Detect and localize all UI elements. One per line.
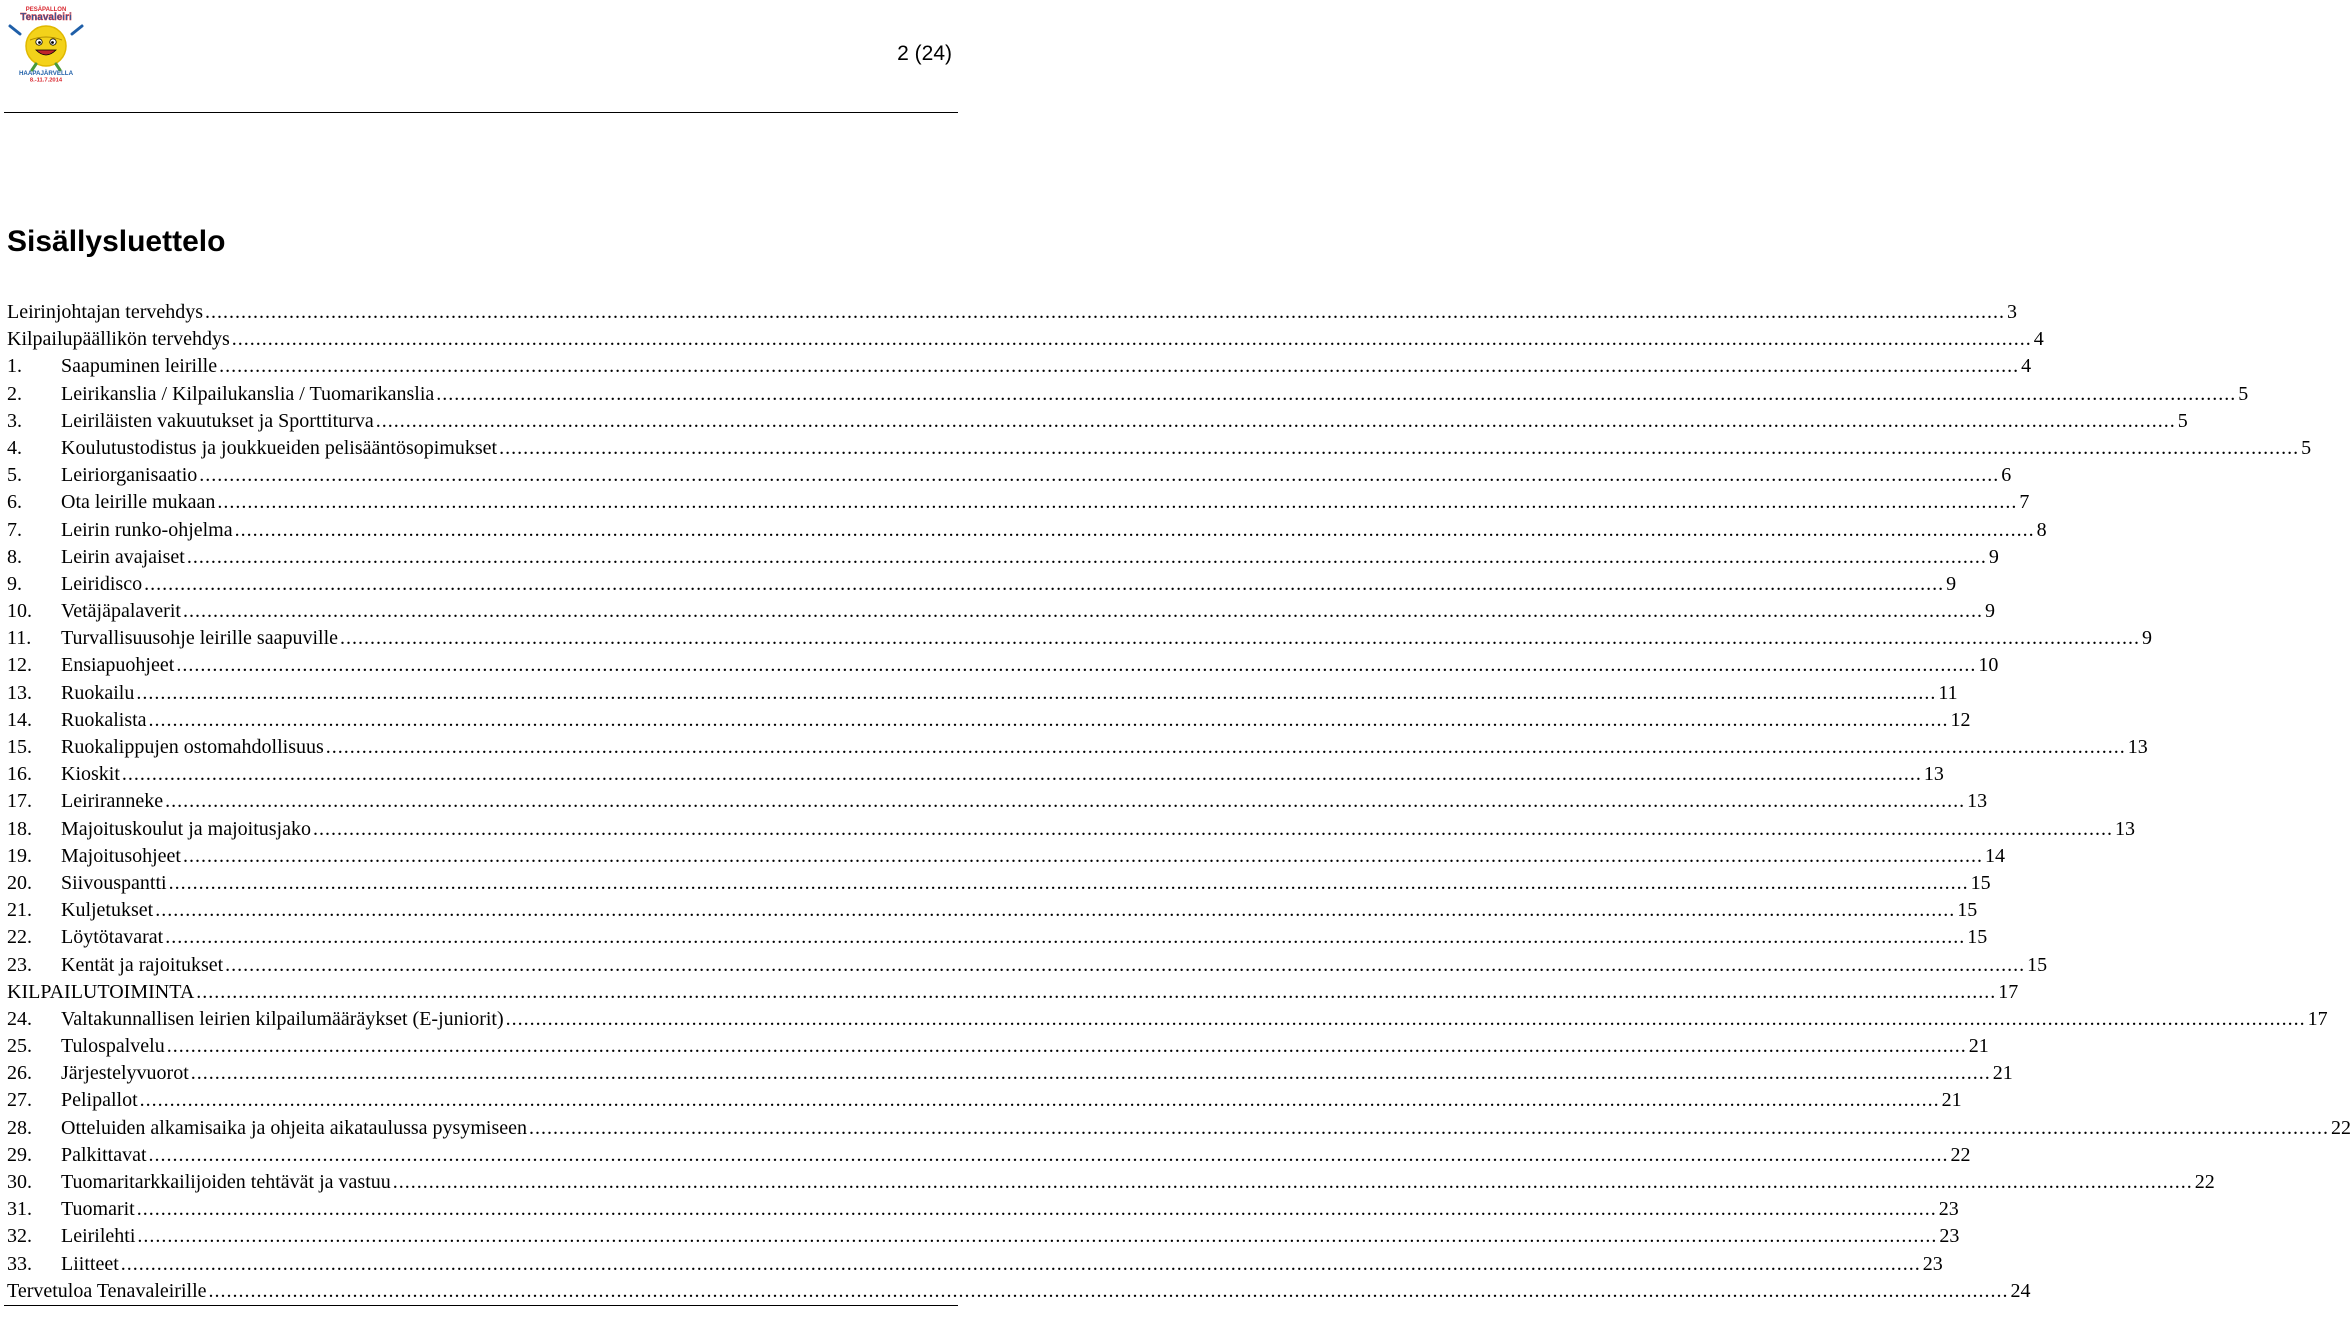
- toc-entry-number: 1.: [7, 355, 22, 378]
- toc-entry-number: 7.: [7, 518, 22, 541]
- toc-entry[interactable]: [7, 1115, 2351, 1142]
- toc-entry-page: 15: [1970, 871, 1991, 894]
- toc-entry[interactable]: [7, 1223, 1960, 1250]
- toc-entry-label: Järjestelyvuorot: [61, 1062, 189, 1085]
- toc-entry-label: Ota leirille mukaan: [61, 491, 216, 514]
- toc-entry-page: 15: [2027, 953, 2048, 976]
- toc-entry-page: 6: [2001, 464, 2012, 487]
- header-divider: [4, 112, 958, 113]
- toc-dot-leader: ............................................................................................................................................................................................................................................................................................................: [234, 518, 2035, 541]
- toc-entry-page: 13: [1923, 763, 1944, 786]
- logo-brand-text: Tenavaleiri: [20, 12, 72, 23]
- toc-dot-leader: ............................................................................................................................................................................................................................................................................................................: [199, 464, 2000, 487]
- toc-dot-leader: ............................................................................................................................................................................................................................................................................................................: [120, 1252, 1921, 1275]
- toc-dot-leader: ............................................................................................................................................................................................................................................................................................................: [155, 899, 1956, 922]
- toc-entry[interactable]: [7, 843, 2005, 870]
- toc-entry-page: 23: [1922, 1252, 1943, 1275]
- toc-entry-number: 14.: [7, 708, 32, 731]
- toc-entry-label: KILPAILUTOIMINTA: [7, 980, 195, 1003]
- toc-dot-leader: ............................................................................................................................................................................................................................................................................................................: [190, 1062, 1991, 1085]
- toc-entry-number: 33.: [7, 1252, 32, 1275]
- toc-entry[interactable]: [7, 1006, 2328, 1033]
- toc-entry-page: 22: [2330, 1116, 2351, 1139]
- toc-entry-number: 31.: [7, 1198, 32, 1221]
- toc-entry-label: Leiridisco: [61, 572, 143, 595]
- toc-entry-label: Koulutustodistus ja joukkueiden pelisääntösopimukset: [61, 436, 498, 459]
- toc-entry[interactable]: [7, 1033, 1989, 1060]
- toc-entry-page: 9: [1946, 572, 1957, 595]
- toc-entry[interactable]: [7, 870, 1991, 897]
- toc-entry-page: 9: [1988, 545, 1999, 568]
- logo-top-text: PESÄPALLON: [25, 7, 67, 13]
- toc-dot-leader: ............................................................................................................................................................................................................................................................................................................: [325, 736, 2126, 758]
- toc-dot-leader: ............................................................................................................................................................................................................................................................................................................: [182, 844, 1983, 867]
- toc-entry-number: 12.: [7, 654, 32, 677]
- toc-entry-number: 25.: [7, 1035, 32, 1058]
- toc-entry-page: 22: [2194, 1171, 2215, 1193]
- toc-entry-number: 8.: [7, 545, 22, 568]
- toc-dot-leader: ............................................................................................................................................................................................................................................................................................................: [528, 1116, 2329, 1139]
- toc-entry-page: 4: [2033, 328, 2044, 351]
- toc-entry-page: 23: [1939, 1225, 1960, 1248]
- toc-dot-leader: ............................................................................................................................................................................................................................................................................................................: [176, 654, 1977, 677]
- toc-entry-label: Ruokalippujen ostomahdollisuus: [61, 736, 324, 758]
- toc-entry-number: 22.: [7, 926, 32, 949]
- toc-dot-leader: ............................................................................................................................................................................................................................................................................................................: [182, 600, 1983, 623]
- toc-entry-label: Majoitusohjeet: [61, 844, 181, 867]
- toc-entry-number: 3.: [7, 409, 22, 432]
- toc-title: Sisällysluettelo: [7, 225, 226, 258]
- toc-dot-leader: ............................................................................................................................................................................................................................................................................................................: [231, 328, 2032, 351]
- toc-entry-number: 9.: [7, 572, 22, 595]
- toc-entry-label: Tervetuloa Tenavaleirille: [7, 1279, 207, 1302]
- smiley-ball-icon: [26, 26, 66, 66]
- toc-dot-leader: ............................................................................................................................................................................................................................................................................................................: [312, 817, 2113, 840]
- toc-entry-number: 28.: [7, 1116, 32, 1139]
- toc-entry-number: 21.: [7, 899, 32, 922]
- toc-entry-label: Saapuminen leirille: [61, 355, 218, 378]
- toc-entry-label: Ensiapuohjeet: [61, 654, 175, 677]
- toc-dot-leader: ............................................................................................................................................................................................................................................................................................................: [121, 763, 1922, 786]
- toc-entry-label: Otteluiden alkamisaika ja ohjeita aikataulussa pysymiseen: [61, 1116, 527, 1139]
- toc-entry[interactable]: [7, 408, 2188, 435]
- toc-entry-number: 24.: [7, 1007, 32, 1030]
- toc-dot-leader: ............................................................................................................................................................................................................................................................................................................: [499, 436, 2300, 459]
- toc-entry-label: Pelipallot: [61, 1089, 138, 1112]
- toc-entry-label: Leirin runko-ohjelma: [61, 518, 233, 541]
- toc-entry-page: 3: [2007, 301, 2018, 323]
- toc-entry-number: 5.: [7, 464, 22, 487]
- toc-entry-label: Tuomaritarkkailijoiden tehtävät ja vastuu: [61, 1171, 391, 1193]
- toc-dot-leader: ............................................................................................................................................................................................................................................................................................................: [166, 1035, 1967, 1058]
- toc-entry-page: 21: [1968, 1035, 1989, 1058]
- toc-dot-leader: ............................................................................................................................................................................................................................................................................................................: [136, 681, 1937, 704]
- logo-date-text: 8.-11.7.2014: [29, 77, 63, 84]
- toc-entry-page: 21: [1941, 1089, 1962, 1112]
- toc-entry[interactable]: [7, 1087, 1962, 1114]
- toc-entry-number: 17.: [7, 790, 32, 813]
- toc-entry[interactable]: [7, 571, 1957, 598]
- toc-entry-label: Leirinjohtajan tervehdys: [7, 301, 204, 323]
- table-of-contents: [7, 299, 2351, 1305]
- toc-dot-leader: ............................................................................................................................................................................................................................................................................................................: [205, 301, 2006, 323]
- toc-dot-leader: ............................................................................................................................................................................................................................................................................................................: [208, 1279, 2009, 1302]
- toc-entry-page: 22: [1950, 1143, 1971, 1166]
- toc-entry-label: Liitteet: [61, 1252, 119, 1275]
- toc-entry-page: 10: [1978, 654, 1999, 677]
- toc-entry-label: Siivouspantti: [61, 871, 167, 894]
- toc-entry-label: Kuljetukset: [61, 899, 154, 922]
- toc-entry-page: 15: [1967, 926, 1988, 949]
- toc-entry-number: 27.: [7, 1089, 32, 1112]
- toc-dot-leader: ............................................................................................................................................................................................................................................................................................................: [340, 627, 2141, 650]
- toc-entry-number: 32.: [7, 1225, 32, 1248]
- toc-entry-label: Tuomarit: [61, 1198, 135, 1221]
- toc-entry-page: 24: [2010, 1279, 2031, 1302]
- toc-entry[interactable]: [7, 598, 1995, 625]
- toc-entry-number: 15.: [7, 736, 32, 758]
- toc-dot-leader: ............................................................................................................................................................................................................................................................................................................: [392, 1171, 2193, 1193]
- toc-entry-label: Vetäjäpalaverit: [61, 600, 181, 623]
- toc-entry-label: Leiriorganisaatio: [61, 464, 198, 487]
- toc-entry-page: 23: [1938, 1198, 1959, 1221]
- toc-dot-leader: ............................................................................................................................................................................................................................................................................................................: [148, 1143, 1949, 1166]
- toc-entry-page: 5: [2238, 382, 2249, 405]
- toc-entry-page: 17: [2307, 1007, 2328, 1030]
- toc-dot-leader: ............................................................................................................................................................................................................................................................................................................: [217, 491, 2018, 514]
- toc-entry-page: 17: [1998, 980, 2019, 1003]
- toc-entry-page: 11: [1938, 681, 1958, 704]
- toc-entry[interactable]: [7, 489, 2030, 516]
- page-number: 2 (24): [897, 42, 952, 65]
- toc-entry[interactable]: [7, 979, 2019, 1006]
- toc-entry[interactable]: [7, 1278, 2031, 1305]
- toc-dot-leader: ............................................................................................................................................................................................................................................................................................................: [136, 1198, 1937, 1221]
- toc-entry[interactable]: [7, 1142, 1971, 1169]
- toc-entry-page: 9: [2142, 627, 2153, 650]
- toc-entry[interactable]: [7, 381, 2249, 408]
- toc-dot-leader: ............................................................................................................................................................................................................................................................................................................: [148, 708, 1949, 731]
- toc-entry[interactable]: [7, 924, 1988, 951]
- toc-dot-leader: ............................................................................................................................................................................................................................................................................................................: [436, 382, 2237, 405]
- toc-entry-number: 29.: [7, 1143, 32, 1166]
- toc-entry[interactable]: [7, 952, 2048, 979]
- toc-entry[interactable]: [7, 517, 2047, 544]
- toc-entry[interactable]: [7, 435, 2312, 462]
- toc-entry-page: 9: [1984, 600, 1995, 623]
- toc-entry-page: 4: [2021, 355, 2032, 378]
- toc-entry-label: Tulospalvelu: [61, 1035, 165, 1058]
- toc-entry[interactable]: [7, 734, 2148, 761]
- toc-entry-number: 2.: [7, 382, 22, 405]
- toc-dot-leader: ............................................................................................................................................................................................................................................................................................................: [225, 953, 2026, 976]
- toc-entry-label: Turvallisuusohje leirille saapuville: [61, 627, 339, 650]
- toc-dot-leader: ............................................................................................................................................................................................................................................................................................................: [144, 572, 1945, 595]
- toc-entry[interactable]: [7, 1169, 2215, 1196]
- toc-entry-label: Majoituskoulut ja majoitusjako: [61, 817, 311, 840]
- toc-entry-label: Leiriranneke: [61, 790, 164, 813]
- toc-dot-leader: ............................................................................................................................................................................................................................................................................................................: [186, 545, 1987, 568]
- toc-entry[interactable]: [7, 462, 2012, 489]
- toc-entry-page: 7: [2019, 491, 2030, 514]
- toc-entry-page: 13: [2127, 736, 2148, 758]
- toc-entry-number: 19.: [7, 844, 32, 867]
- toc-entry[interactable]: [7, 1196, 1959, 1223]
- toc-entry[interactable]: [7, 707, 1971, 734]
- toc-entry-page: 13: [1967, 790, 1988, 813]
- toc-entry-page: 14: [1984, 844, 2005, 867]
- toc-entry-number: 6.: [7, 491, 22, 514]
- toc-entry-label: Ruokailu: [61, 681, 135, 704]
- toc-entry[interactable]: [7, 788, 1988, 815]
- toc-entry-number: 10.: [7, 600, 32, 623]
- tenavaleiri-logo: [6, 4, 86, 82]
- toc-entry-number: 13.: [7, 681, 32, 704]
- toc-entry-label: Leirikanslia / Kilpailukanslia / Tuomarikanslia: [61, 382, 435, 405]
- toc-entry-label: Kentät ja rajoitukset: [61, 953, 224, 976]
- toc-entry-label: Leiriläisten vakuutukset ja Sporttiturva: [61, 409, 374, 432]
- toc-entry-page: 13: [2114, 817, 2135, 840]
- toc-entry-label: Ruokalista: [61, 708, 147, 731]
- toc-dot-leader: ............................................................................................................................................................................................................................................................................................................: [137, 1225, 1938, 1248]
- toc-entry-number: 11.: [7, 627, 32, 650]
- toc-entry-label: Kioskit: [61, 763, 120, 786]
- toc-entry-page: 12: [1950, 708, 1971, 731]
- toc-dot-leader: ............................................................................................................................................................................................................................................................................................................: [139, 1089, 1940, 1112]
- toc-entry[interactable]: [7, 326, 2044, 353]
- toc-dot-leader: ............................................................................................................................................................................................................................................................................................................: [505, 1007, 2306, 1030]
- toc-entry-page: 5: [2301, 436, 2312, 459]
- toc-entry[interactable]: [7, 544, 1999, 571]
- toc-entry-number: 26.: [7, 1062, 32, 1085]
- toc-dot-leader: ............................................................................................................................................................................................................................................................................................................: [165, 790, 1966, 813]
- toc-entry-page: 21: [1992, 1062, 2013, 1085]
- toc-entry-label: Kilpailupäällikön tervehdys: [7, 328, 230, 351]
- toc-entry-label: Valtakunnallisen leirien kilpailumääräykset (E-juniorit): [61, 1007, 504, 1030]
- toc-entry-label: Löytötavarat: [61, 926, 164, 949]
- toc-dot-leader: ............................................................................................................................................................................................................................................................................................................: [168, 871, 1969, 894]
- toc-entry[interactable]: [7, 680, 1958, 707]
- toc-entry[interactable]: [7, 897, 1978, 924]
- footer-divider: [4, 1305, 958, 1306]
- toc-entry-page: 15: [1957, 899, 1978, 922]
- toc-entry[interactable]: [7, 625, 2153, 652]
- toc-dot-leader: ............................................................................................................................................................................................................................................................................................................: [196, 980, 1997, 1003]
- toc-entry[interactable]: [7, 652, 1999, 679]
- toc-dot-leader: ............................................................................................................................................................................................................................................................................................................: [219, 355, 2020, 378]
- toc-entry-number: 30.: [7, 1171, 32, 1193]
- toc-entry[interactable]: [7, 1251, 1943, 1278]
- toc-entry-number: 4.: [7, 436, 22, 459]
- toc-entry[interactable]: [7, 353, 2032, 380]
- toc-entry-page: 8: [2036, 518, 2047, 541]
- toc-entry[interactable]: [7, 1060, 2013, 1087]
- toc-entry-page: 5: [2177, 409, 2188, 432]
- toc-dot-leader: ............................................................................................................................................................................................................................................................................................................: [375, 409, 2176, 432]
- toc-entry-label: Palkittavat: [61, 1143, 147, 1166]
- page-header: [0, 0, 960, 115]
- toc-entry-label: Leirin avajaiset: [61, 545, 185, 568]
- toc-entry-number: 23.: [7, 953, 32, 976]
- toc-dot-leader: ............................................................................................................................................................................................................................................................................................................: [165, 926, 1966, 949]
- toc-entry-number: 18.: [7, 817, 32, 840]
- toc-entry-label: Leirilehti: [61, 1225, 136, 1248]
- toc-entry[interactable]: [7, 299, 2018, 326]
- toc-entry-number: 20.: [7, 871, 32, 894]
- toc-entry-number: 16.: [7, 763, 32, 786]
- toc-entry[interactable]: [7, 816, 2135, 843]
- logo-place-text: HAAPAJÄRVELLA: [18, 70, 74, 77]
- toc-entry[interactable]: [7, 761, 1944, 788]
